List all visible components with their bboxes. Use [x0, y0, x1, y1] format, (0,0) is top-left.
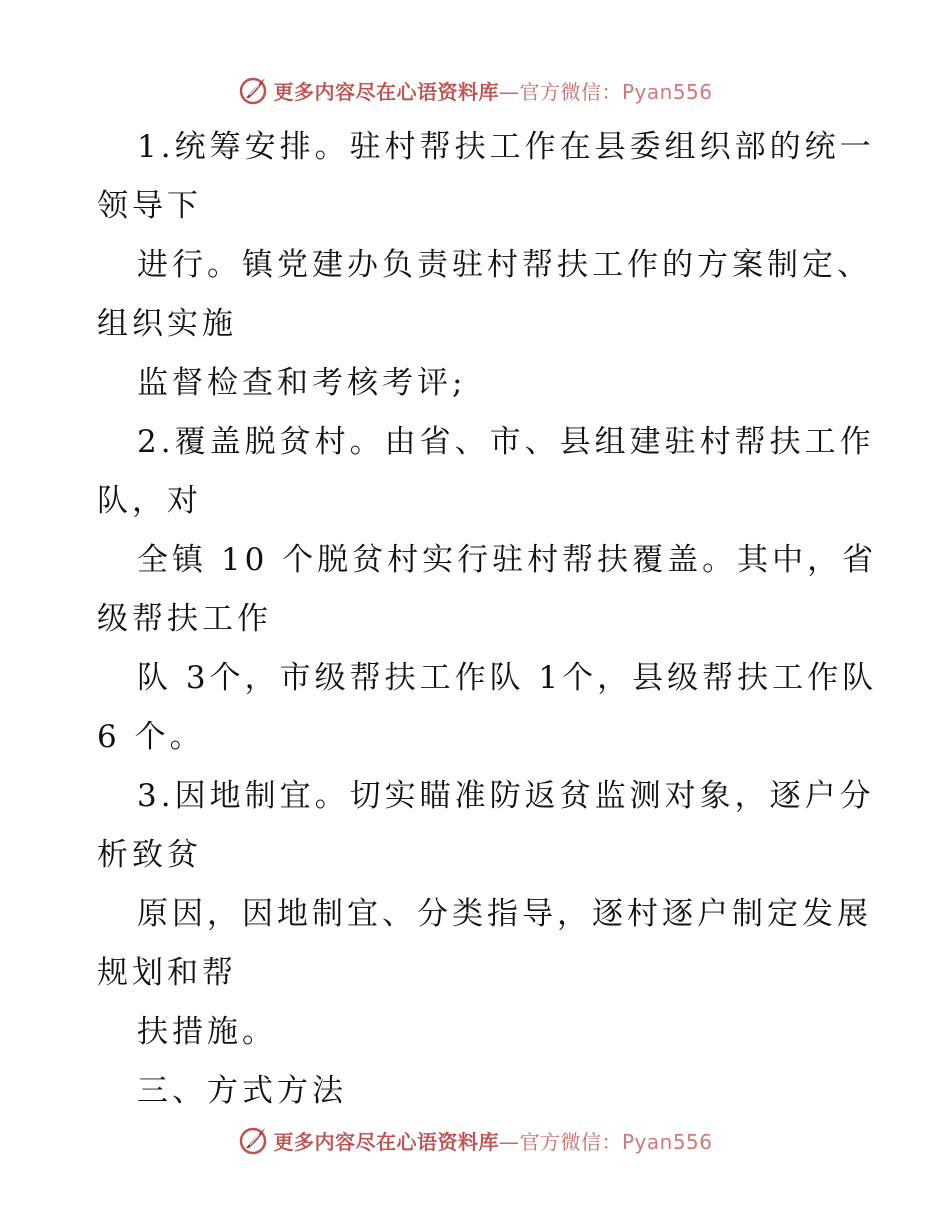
- text-line: 析致贫: [97, 837, 202, 873]
- watermark-official: 官方微信：: [519, 1129, 622, 1154]
- text-line: 规划和帮: [97, 955, 237, 991]
- text-line: 领导下: [97, 188, 202, 224]
- watermark-footer: [0, 1120, 950, 1160]
- text-line: 三、方式方法: [137, 1073, 347, 1109]
- text-line: 扶措施。: [137, 1014, 277, 1050]
- text-line: 进行。镇党建办负责驻村帮扶工作的方案制定、: [137, 247, 872, 283]
- text-line: 6 个。: [97, 719, 205, 755]
- text-line: 级帮扶工作: [97, 601, 272, 637]
- watermark-text: [273, 76, 712, 105]
- feather-circle-logo-icon: [237, 74, 269, 106]
- watermark-official: 官方微信：: [519, 79, 622, 104]
- text-line: 监督检查和考核考评;: [137, 365, 467, 401]
- document-body: [97, 118, 878, 1121]
- text-line: 1.统筹安排。驻村帮扶工作在县委组织部的统一: [137, 129, 875, 165]
- text-line: 组织实施: [97, 306, 237, 342]
- watermark-separator: —: [498, 1129, 520, 1154]
- watermark-account: Pyan556: [621, 79, 713, 104]
- text-line: 原因，因地制宜、分类指导，逐村逐户制定发展: [137, 896, 872, 932]
- watermark-brand: 更多内容尽在心语资料库: [273, 79, 499, 104]
- text-line: 队，对: [97, 483, 202, 519]
- watermark-brand: 更多内容尽在心语资料库: [273, 1129, 499, 1154]
- text-line: 3.因地制宜。切实瞄准防返贫监测对象，逐户分: [137, 778, 875, 814]
- watermark-text: [273, 1126, 712, 1155]
- text-line: 2.覆盖脱贫村。由省、市、县组建驻村帮扶工作: [137, 424, 875, 460]
- watermark-header: [0, 70, 950, 110]
- text-line: 队 3个，市级帮扶工作队 1个，县级帮扶工作队: [137, 660, 878, 696]
- watermark-separator: —: [498, 79, 520, 104]
- text-line: 全镇 10 个脱贫村实行驻村帮扶覆盖。其中，省: [137, 542, 878, 578]
- watermark-account: Pyan556: [621, 1129, 713, 1154]
- feather-circle-logo-icon: [237, 1124, 269, 1156]
